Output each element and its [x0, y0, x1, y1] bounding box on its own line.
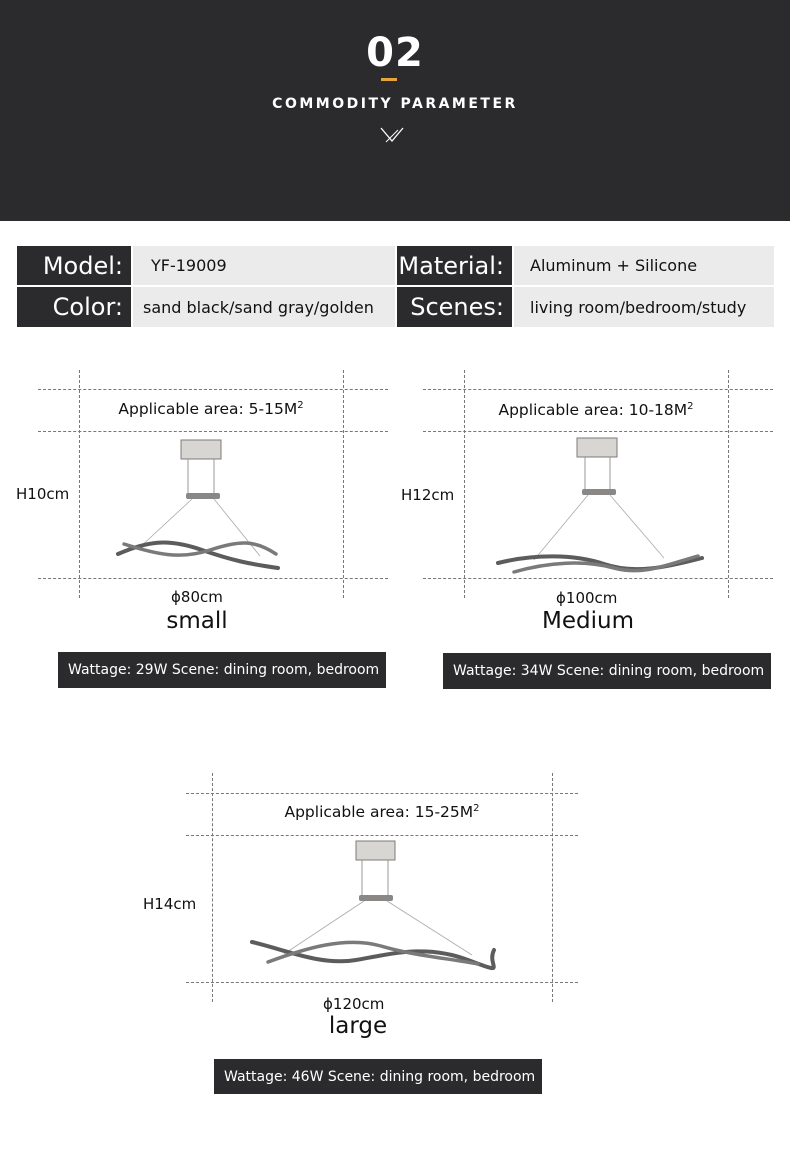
- guide-line: [186, 982, 578, 983]
- guide-line: [343, 370, 344, 598]
- wattage-banner: Wattage: 29W Scene: dining room, bedroom: [58, 652, 386, 688]
- section-header: [0, 0, 790, 221]
- wattage-banner: Wattage: 34W Scene: dining room, bedroom: [443, 653, 771, 689]
- color-label: Color:: [17, 287, 131, 327]
- applicable-area: Applicable area: $15-25M^2$: [284, 803, 480, 822]
- guide-line: [423, 431, 773, 432]
- guide-line: [186, 793, 578, 794]
- guide-line: [728, 370, 729, 598]
- height-label: H14cm: [143, 895, 197, 913]
- diameter-label: ϕ120cm: [323, 995, 385, 1013]
- size-name: small: [166, 608, 228, 634]
- guide-line: [38, 389, 388, 390]
- accent-bar: [381, 78, 397, 81]
- applicable-area: Applicable area: $10-18M^2$: [498, 401, 694, 420]
- model-value: YF-19009: [133, 246, 395, 285]
- guide-line: [38, 431, 388, 432]
- height-label: H10cm: [16, 485, 70, 503]
- wattage-banner: Wattage: 46W Scene: dining room, bedroom: [214, 1059, 542, 1094]
- guide-line: [38, 578, 388, 579]
- diameter-label: ϕ80cm: [171, 588, 223, 606]
- scenes-value: living room/bedroom/study: [514, 287, 774, 327]
- material-label: Material:: [397, 246, 512, 285]
- scenes-label: Scenes:: [397, 287, 512, 327]
- guide-line: [186, 835, 578, 836]
- material-value: Aluminum + Silicone: [514, 246, 774, 285]
- pendant-lamp-image: [494, 436, 708, 578]
- diameter-label: ϕ100cm: [556, 589, 618, 607]
- applicable-area: Applicable area: $5-15M^2$: [118, 400, 304, 419]
- height-label: H12cm: [401, 486, 455, 504]
- model-label: Model:: [17, 246, 131, 285]
- guide-line: [423, 389, 773, 390]
- pendant-lamp-image: [246, 838, 502, 980]
- section-number: 02: [366, 30, 424, 76]
- guide-line: [423, 578, 773, 579]
- chevron-down-icon: [380, 126, 404, 144]
- section-title: COMMODITY PARAMETER: [272, 96, 518, 112]
- color-value: sand black/sand gray/golden: [133, 287, 395, 327]
- parameter-table: [17, 246, 774, 327]
- pendant-lamp-image: [110, 436, 290, 576]
- size-name: large: [328, 1013, 388, 1039]
- guide-line: [552, 773, 553, 1002]
- size-name: Medium: [542, 608, 634, 634]
